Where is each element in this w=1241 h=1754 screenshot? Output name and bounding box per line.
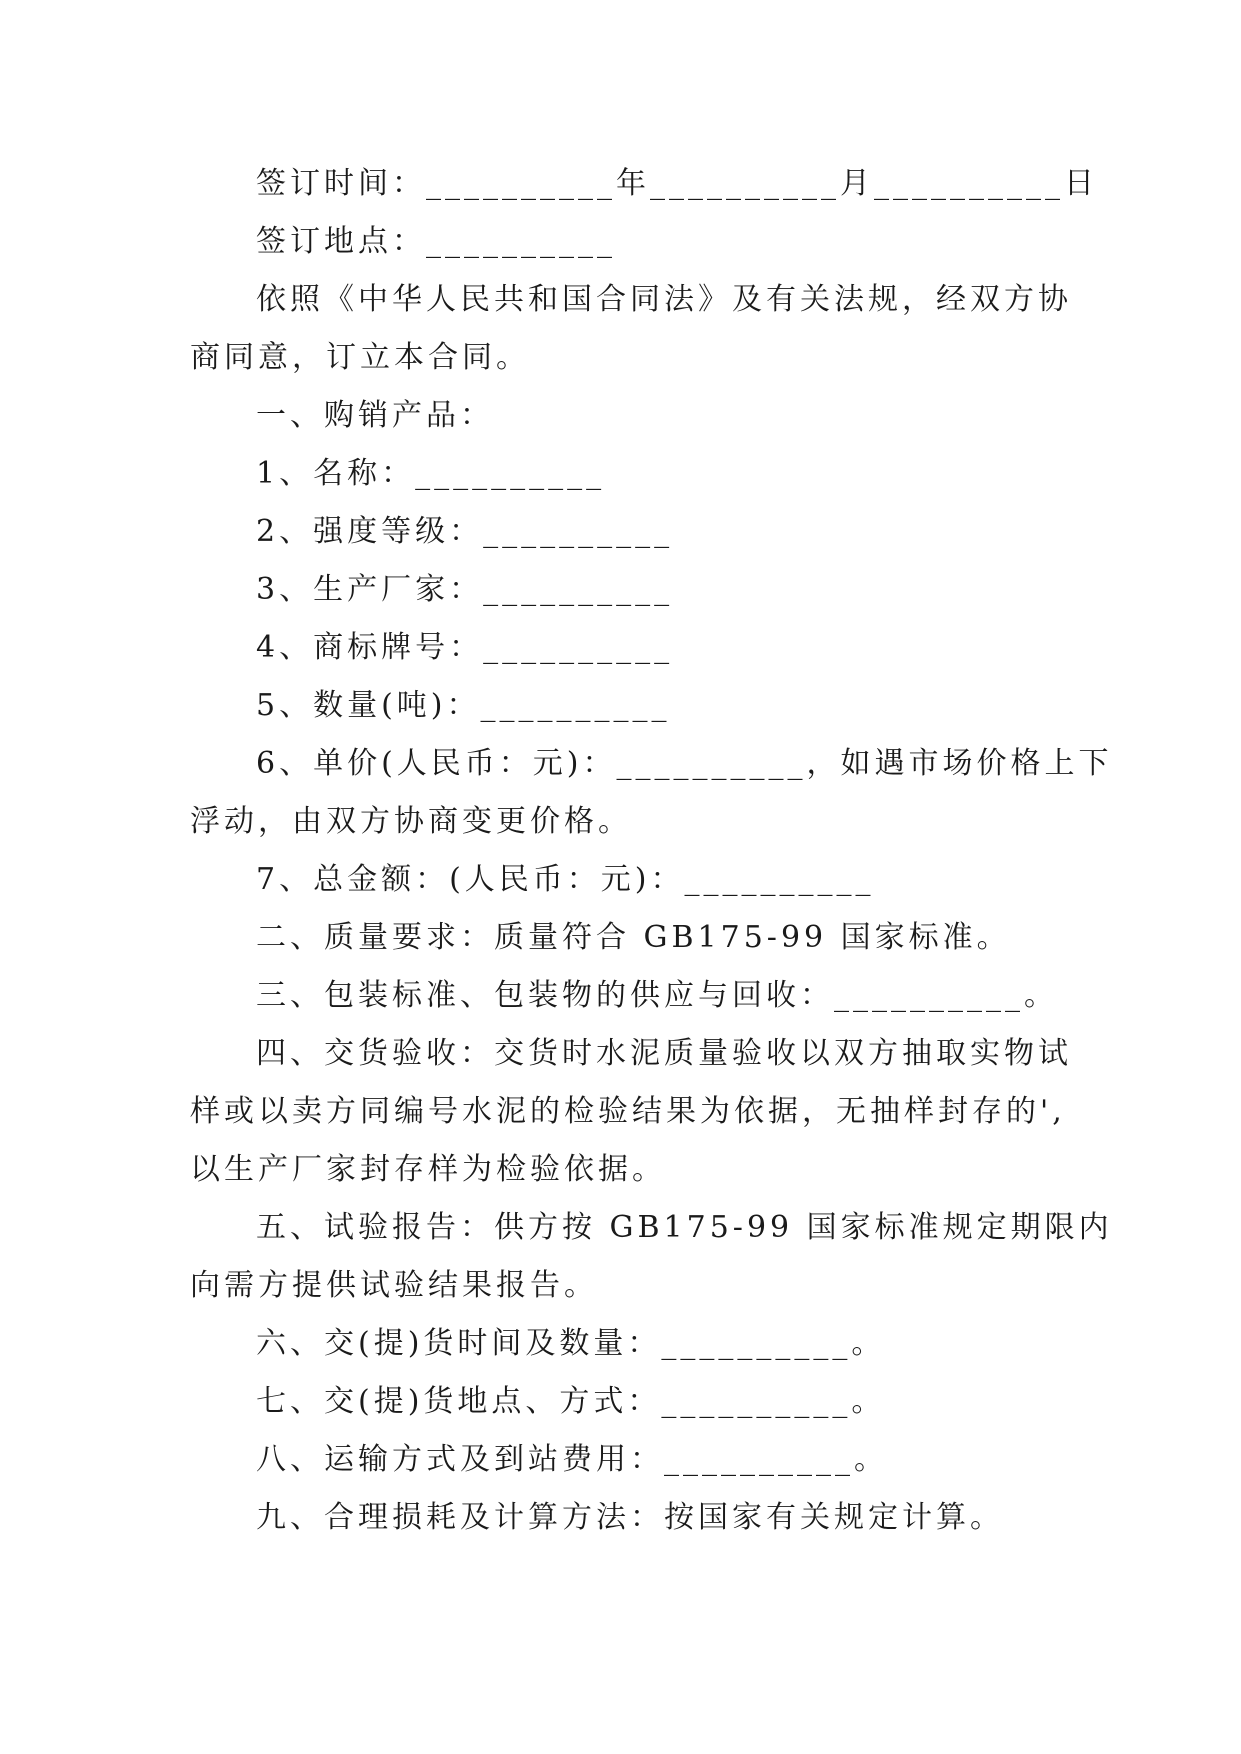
section-2-quality: 二、质量要求：质量符合 GB175-99 国家标准。 [256,920,1011,955]
item-4-trademark: 4、商标牌号：__________ [256,630,674,665]
section-4-delivery-acceptance: 四、交货验收：交货时水泥质量验收以双方抽取实物试 样或以卖方同编号水泥的检验结果为依据，无抽样封存的', 以生产厂家封存样为检验依据。 [190,1036,1072,1187]
item-6-unit-price: 6、单价(人民币：元)：__________，如遇市场价格上下 浮动，由双方协商变更价格。 [190,746,1113,839]
signing-date-line: 签订时间：__________年__________月__________日 [256,166,1098,201]
signing-place-line: 签订地点：__________ [256,224,616,259]
section-1-heading: 一、购销产品： [256,398,494,433]
section-5-test-report: 五、试验报告：供方按 GB175-99 国家标准规定期限内 向需方提供试验结果报告。 [190,1210,1113,1303]
section-6-delivery-time: 六、交(提)货时间及数量：__________。 [256,1326,886,1361]
item-7-total-amount: 7、总金额：(人民币：元)：__________ [256,862,875,897]
section-7-delivery-place: 七、交(提)货地点、方式：__________。 [256,1384,886,1419]
section-3-packaging: 三、包装标准、包装物的供应与回收：__________。 [256,978,1058,1013]
contract-preamble: 依照《中华人民共和国合同法》及有关法规，经双方协 商同意，订立本合同。 [190,282,1072,375]
section-8-transport: 八、运输方式及到站费用：__________。 [256,1442,888,1477]
item-5-quantity: 5、数量(吨)：__________ [256,688,671,723]
section-9-loss-calculation: 九、合理损耗及计算方法：按国家有关规定计算。 [256,1500,1004,1535]
item-3-manufacturer: 3、生产厂家：__________ [256,572,674,607]
item-2-strength-grade: 2、强度等级：__________ [256,514,674,549]
item-1-name: 1、名称：__________ [256,456,606,491]
